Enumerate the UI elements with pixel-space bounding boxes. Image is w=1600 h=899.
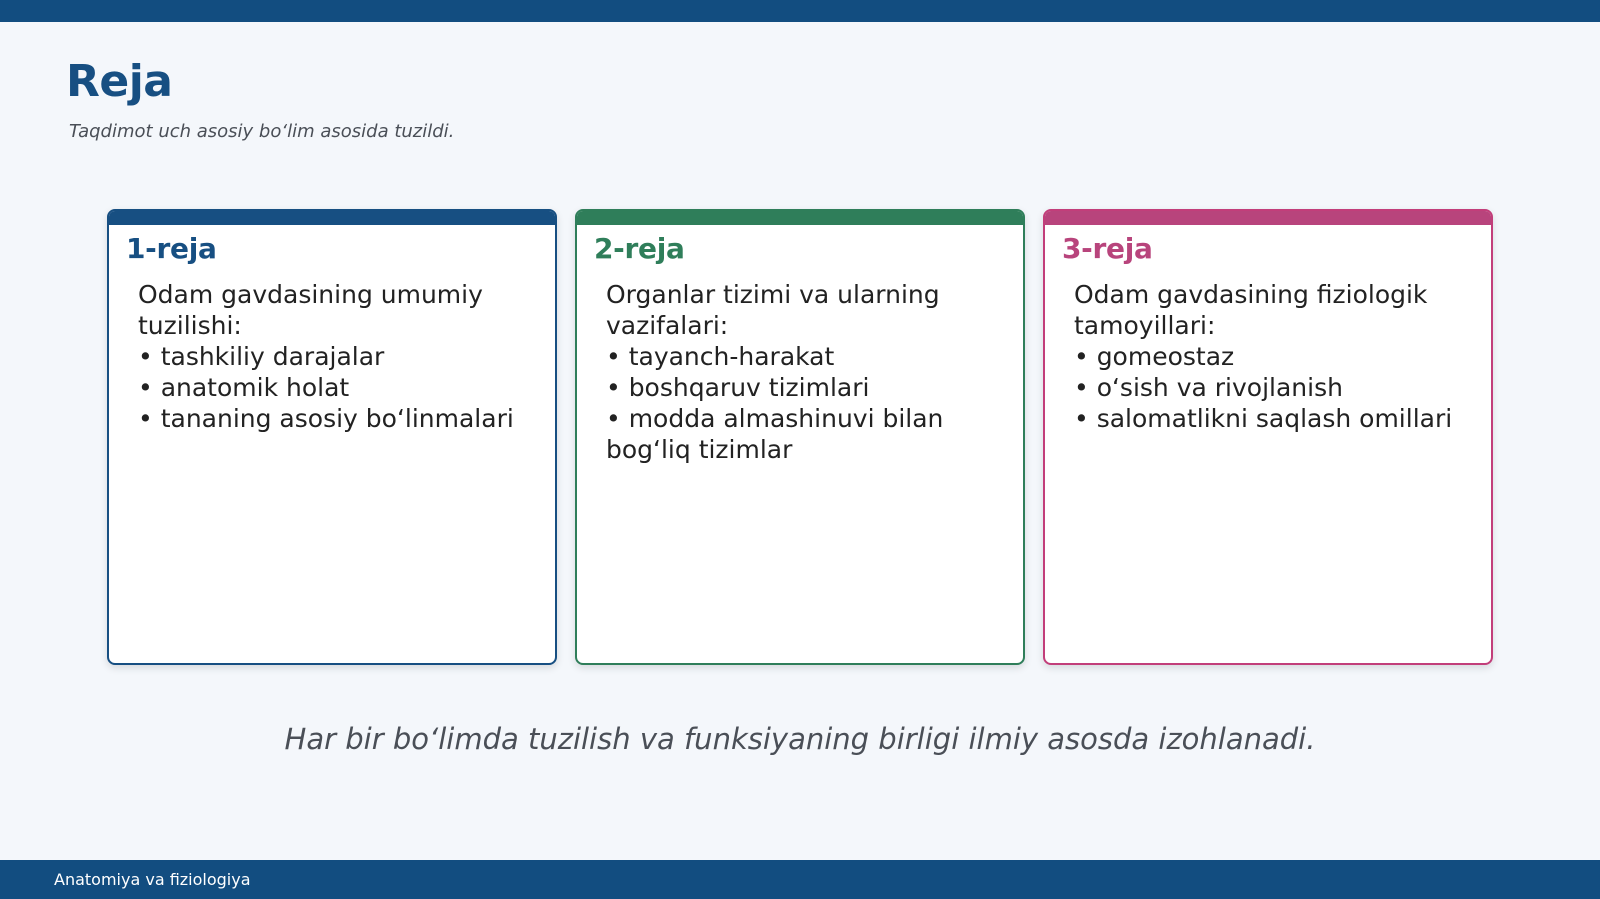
card-title: 1-reja xyxy=(126,232,217,265)
footer-label: Anatomiya va fiziologiya xyxy=(54,870,251,889)
footer-bar xyxy=(0,860,1600,899)
card-title: 2-reja xyxy=(594,232,685,265)
card-bullet: • tayanch-harakat xyxy=(606,342,835,371)
card-bullet: • boshqaruv tizimlari xyxy=(606,373,870,402)
card-body xyxy=(138,279,538,434)
card-accent-band xyxy=(107,209,557,225)
card-bullet: • tashkiliy darajalar xyxy=(138,342,385,371)
card-accent-band xyxy=(575,209,1025,225)
card-body xyxy=(606,279,1006,465)
card-bullet: • salomatlikni saqlash omillari xyxy=(1074,404,1453,433)
card-body xyxy=(1074,279,1474,434)
card-intro: Organlar tizimi va ularning vazifalari: xyxy=(606,280,940,340)
plan-card-2 xyxy=(575,209,1025,665)
card-intro: Odam gavdasining fiziologik tamoyillari: xyxy=(1074,280,1428,340)
card-bullet: • tananing asosiy bo‘linmalari xyxy=(138,404,514,433)
conclusion-text: Har bir bo‘limda tuzilish va funksiyaning birligi ilmiy asosda izohlanadi. xyxy=(284,722,1316,756)
card-bullet: • modda almashinuvi bilan bog‘liq tizimlar xyxy=(606,404,944,464)
card-bullet: • o‘sish va rivojlanish xyxy=(1074,373,1343,402)
slide-subtitle: Taqdimot uch asosiy bo‘lim asosida tuzildi. xyxy=(69,121,455,142)
slide-title: Reja xyxy=(66,56,173,107)
plan-card-3 xyxy=(1043,209,1493,665)
top-accent-bar xyxy=(0,0,1600,22)
plan-card-1 xyxy=(107,209,557,665)
card-bullet: • anatomik holat xyxy=(138,373,350,402)
card-accent-band xyxy=(1043,209,1493,225)
card-title: 3-reja xyxy=(1062,232,1153,265)
card-intro: Odam gavdasining umumiy tuzilishi: xyxy=(138,280,483,340)
card-bullet: • gomeostaz xyxy=(1074,342,1235,371)
